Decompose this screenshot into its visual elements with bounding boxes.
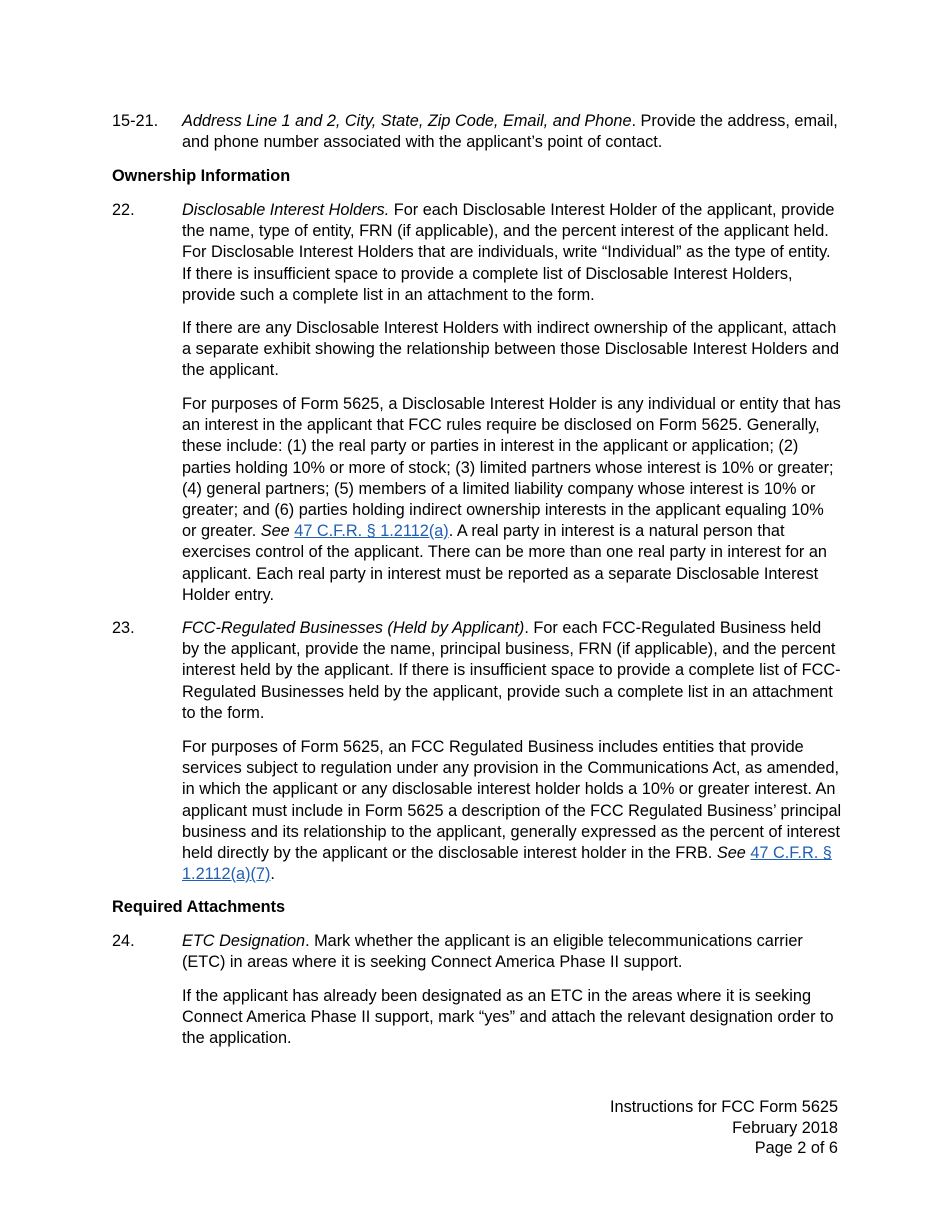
cfr-link-1-2112a[interactable]: 47 C.F.R. § 1.2112(a) bbox=[294, 522, 449, 541]
footer-form-title: Instructions for FCC Form 5625 bbox=[609, 1098, 838, 1116]
item-text bbox=[182, 111, 842, 153]
instruction-item-24 bbox=[112, 931, 842, 973]
item-description: . For each FCC-Regulated Business held by the applicant, provide the name, principal business, FRN (if applicable), and the percent interest held by the applicant. If there is insufficient space to provide a complete list of FCC-Regulated Businesses held by the applicant, provide such a complete list in an attachment to the form. bbox=[182, 619, 841, 722]
item-number: 24. bbox=[112, 932, 135, 950]
cfr-link-1-2112a7[interactable]: 47 C.F.R. § 1.2112(a)(7) bbox=[182, 844, 832, 884]
paragraph-text: For purposes of Form 5625, a Disclosable Interest Holder is any individual or entity that has an interest in the applicant that FCC rules require be disclosed on Form 5625. Generally, these include: (1) the real party or parties in interest in the applicant or application; (2) parties holding 10% or more of stock; (3) limited partners whose interest is 10% or greater; (4) general partners; (5) members of a limited liability company whose interest is 10% or greater; and (6) parties holding indirect ownership interests in the applicant equaling 10% or greater. bbox=[182, 395, 841, 541]
footer-page-number: Page 2 of 6 bbox=[754, 1139, 838, 1157]
item-number: 22. bbox=[112, 201, 135, 219]
item-term: ETC Designation bbox=[182, 932, 306, 950]
instruction-item-15-21 bbox=[112, 111, 842, 153]
page-footer bbox=[610, 1097, 838, 1159]
instruction-item-23 bbox=[112, 618, 842, 724]
item-23-paragraph-2 bbox=[182, 737, 842, 885]
paragraph-text: . A real party in interest is a natural person that exercises control of the applicant. There can be more than one real party in interest for an applicant. Each real party in interest must be reported as a separate Disclosable Interest Holder entry. bbox=[182, 522, 827, 604]
item-description: . Provide the address, email, and phone number associated with the applicant’s point of contact. bbox=[182, 112, 838, 152]
paragraph-text: . bbox=[270, 865, 275, 884]
item-term: Address Line 1 and 2, City, State, Zip Code, Email, and Phone bbox=[182, 112, 632, 130]
item-text bbox=[182, 931, 842, 973]
item-description: . Mark whether the applicant is an eligible telecommunications carrier (ETC) in areas where it is seeking Connect America Phase II support. bbox=[182, 932, 803, 972]
item-number: 23. bbox=[112, 619, 135, 637]
item-term: FCC-Regulated Businesses (Held by Applicant) bbox=[182, 619, 525, 637]
paragraph-text: For purposes of Form 5625, an FCC Regulated Business includes entities that provide services subject to regulation under any provision in the Communications Act, as amended, in which the applicant or any disclosable interest holder holds a 10% or greater interest. An applicant must include in Form 5625 a description of the FCC Regulated Business’ principal business and its relationship to the applicant, generally expressed as the percent of interest held directly by the applicant or the disclosable interest holder in the FRB. bbox=[182, 738, 842, 863]
item-number: 15-21. bbox=[112, 112, 159, 130]
item-term: Disclosable Interest Holders. bbox=[182, 201, 390, 219]
see-signal: See bbox=[260, 522, 290, 541]
section-heading-attachments: Required Attachments bbox=[112, 898, 286, 916]
item-description: For each Disclosable Interest Holder of the applicant, provide the name, type of entity, FRN (if applicable), and the percent interest of the applicant held. For Disclosable Interest Holders that are individuals, write “Individual” as the type of entity. If there is insufficient space to provide a complete list of Disclosable Interest Holders, provide such a complete list in an attachment to the form. bbox=[182, 201, 835, 304]
instruction-item-22 bbox=[112, 200, 842, 306]
item-24-paragraph-2: If the applicant has already been designated as an ETC in the areas where it is seeking Connect America Phase II support, mark “yes” and attach the relevant designation order to the application. bbox=[182, 987, 834, 1048]
footer-date: February 2018 bbox=[732, 1118, 838, 1137]
see-signal: See bbox=[716, 844, 746, 863]
section-heading-ownership: Ownership Information bbox=[112, 167, 291, 185]
item-text bbox=[182, 200, 842, 306]
item-22-paragraph-2: If there are any Disclosable Interest Holders with indirect ownership of the applicant, attach a separate exhibit showing the relationship between those Disclosable Interest Holders and the applicant. bbox=[182, 319, 840, 380]
item-text bbox=[182, 618, 842, 724]
item-22-paragraph-3 bbox=[182, 394, 842, 606]
